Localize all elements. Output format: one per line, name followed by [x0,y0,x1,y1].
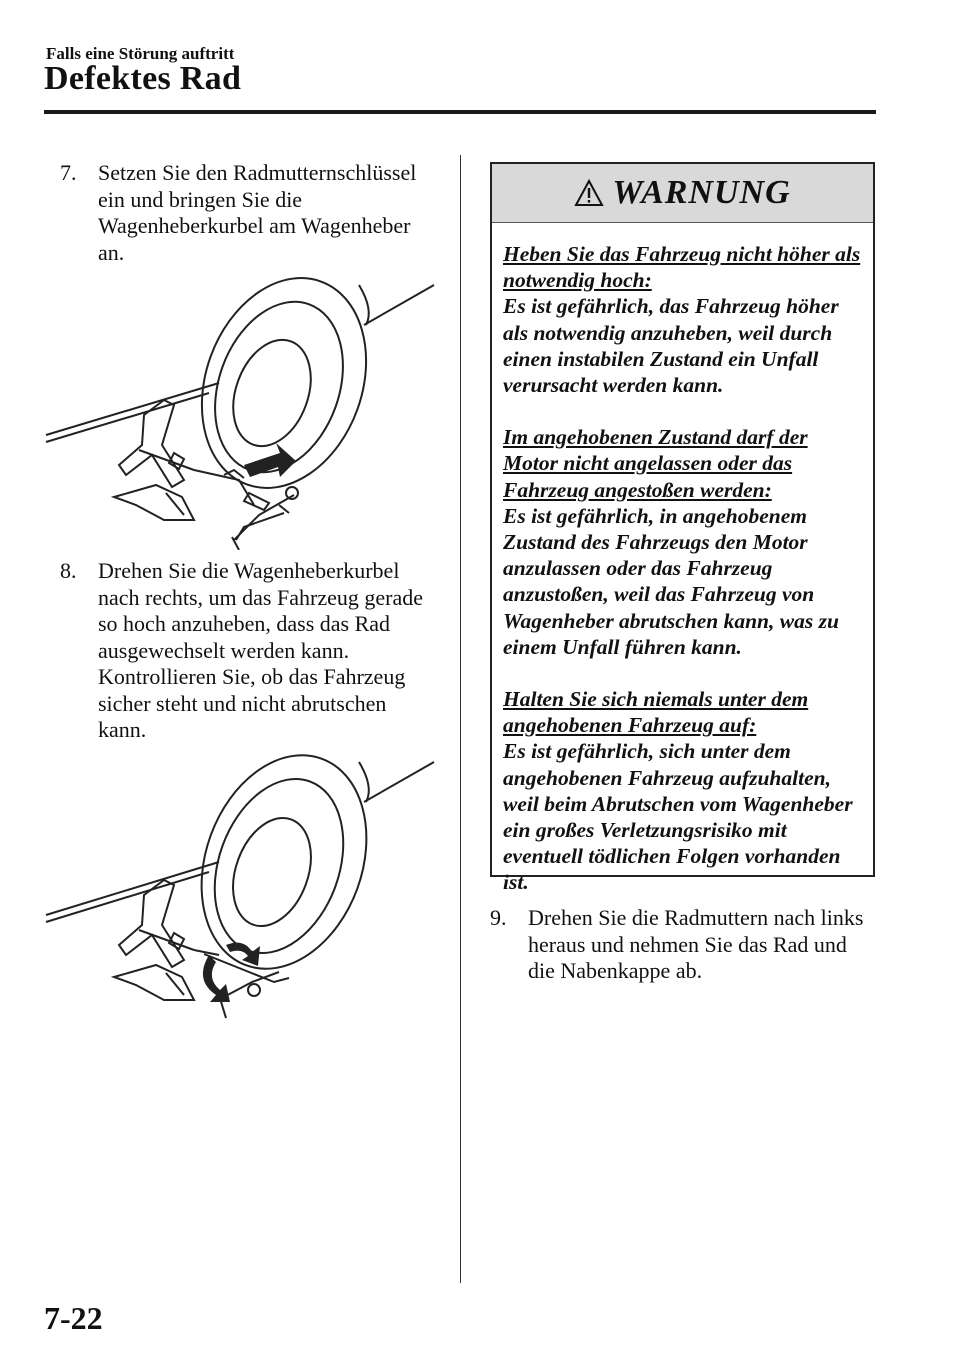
warning-heading: Halten Sie sich niemals unter dem angehobenen Fahrzeug auf: [503,687,809,738]
step-7 [60,160,440,266]
step-text: Drehen Sie die Wagenheberkurbel nach rechts, um das Fahrzeug gerade so hoch anzuheben, dass das Rad ausgewechselt werden kann. Kontrollieren Sie, ob das Fahrzeug sicher steht und nicht abrutschen kann. [98,558,423,742]
step-8 [60,558,440,744]
warning-heading: Heben Sie das Fahrzeug nicht höher als notwendig hoch: [503,242,861,293]
header-rule [44,110,876,114]
step-number: 9. [490,905,507,930]
warning-text: Es ist gefährlich, in angehobenem Zustand des Fahrzeugs den Motor anzulassen oder das Fahrzeug anzustoßen, weil das Fahrzeug von Wagenheber abrutschen kann, was zu einem Unfall führen kann. [503,503,839,659]
warning-text: Es ist gefährlich, sich unter dem angehobenen Fahrzeug aufzuhalten, weil beim Abrutschen vom Wagenheber ein großes Verletzungsrisiko mit eventuell tödlichen Folgen vorhanden ist. [503,739,853,895]
warning-triangle-icon [574,179,604,207]
warning-text: Es ist gefährlich, das Fahrzeug höher als notwendig anzuheben, weil durch einen instabilen Zustand ein Unfall verursacht werden kann. [503,294,839,398]
warning-body [492,223,873,896]
section-label: Falls eine Störung auftritt [46,44,235,63]
warning-paragraph [503,686,863,896]
column-divider [460,155,461,1283]
step-number: 8. [60,558,77,583]
warning-box [490,162,875,895]
jack-handle-illustration [44,265,440,550]
wheel-nut-removal-illustration [44,740,440,1030]
warning-heading: Im angehobenen Zustand darf der Motor nicht angelassen oder das Fahrzeug angestoßen werden: [503,425,808,502]
step-text: Setzen Sie den Radmutternschlüssel ein und bringen Sie die Wagenheberkurbel am Wagenheber an. [98,160,417,265]
step-text: Drehen Sie die Radmuttern nach links heraus und nehmen Sie das Rad und die Nabenkappe ab. [528,905,864,983]
warning-header [492,164,873,223]
step-9 [490,905,875,985]
warning-title: WARNUNG [612,174,791,211]
page-number: 7-22 [44,1300,103,1336]
chapter-title: Defektes Rad [44,60,242,97]
step-number: 7. [60,160,77,185]
warning-paragraph [503,241,863,398]
warning-paragraph [503,424,863,660]
